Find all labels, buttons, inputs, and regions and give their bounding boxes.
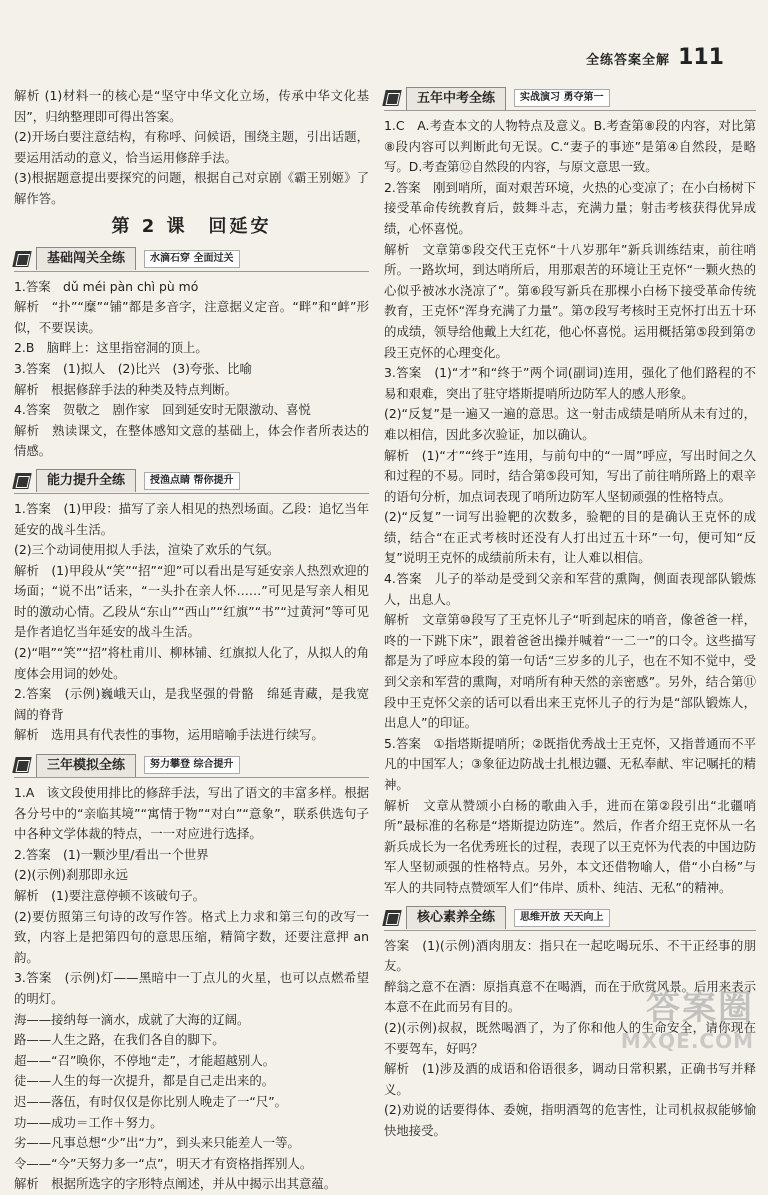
paragraph: (3)根据题意提出要探究的问题，根据自己对京剧《霸王别姬》了解作答。 — [14, 170, 369, 206]
watermark-logo: 答案圈 — [646, 988, 754, 1028]
paragraph: (2)三个动词使用拟人手法，渲染了欢乐的气氛。 — [14, 542, 280, 558]
section-header-mock — [14, 753, 369, 778]
paragraph: 答案 (1)(示例)酒肉朋友：指只在一起吃喝玩乐、不干正经事的朋友。 — [384, 937, 756, 974]
paragraph: 劣——凡事总想“少”出“力”，到头来只能差人一等。 — [14, 1135, 300, 1151]
section-slogan: 努力攀登 综合提升 — [144, 756, 239, 774]
page-number: 111 — [678, 45, 724, 70]
paragraph: 解析 选用具有代表性的事物，运用暗喻手法进行续写。 — [14, 727, 324, 743]
paragraph: 5.答案 ①指塔斯提哨所；②既指优秀战士王克怀，又指普通而不平凡的中国军人；③象征边防战士扎根边疆、无私奉献、牢记嘱托的精神。 — [384, 735, 756, 792]
section-title: 能力提升全练 — [36, 469, 136, 492]
paragraph: 2.答案 (示例)巍峨天山，是我坚强的骨骼 绵延青藏，是我宽阔的脊背 — [14, 686, 369, 722]
section-marker-icon — [382, 910, 401, 926]
section-marker-icon — [382, 90, 401, 106]
paragraph: 路——人生之路，在我们各自的脚下。 — [14, 1032, 225, 1048]
section-title: 五年中考全练 — [406, 87, 506, 110]
paragraph: 2.答案 (1)一颗沙里/看出一个世界 — [14, 846, 209, 862]
paragraph: (2)(示例)叔叔，既然喝酒了，为了你和他人的生命安全，请你现在不要驾车，好吗？ — [384, 1019, 756, 1056]
paragraph: 解析 (1)要注意停顿不该破句子。 — [14, 888, 206, 903]
paragraph: 解析 熟读课文，在整体感知文意的基础上，体会作者所表达的情感。 — [14, 422, 369, 459]
paragraph: (2)(示例)刹那即永远 — [14, 867, 128, 883]
section-marker-icon — [12, 251, 31, 267]
section-title: 核心素养全练 — [406, 906, 506, 929]
section-body-mock — [14, 783, 369, 1195]
paragraph: 3.答案 (示例)灯——黑暗中一丁点儿的火星，也可以点燃希望的明灯。 — [14, 970, 369, 1006]
section-header-core — [384, 906, 756, 931]
paragraph: 解析 (1)涉及酒的成语和俗语很多，调动日常积累，正确书写并释义。 — [384, 1061, 756, 1097]
lesson-title: 第 2 课 回延安 — [111, 215, 272, 237]
paragraph: 解析 (1)甲段从“笑”“招”“迎”可以看出是写延安亲人热烈欢迎的场面；“说不出”话来，“一头扑在亲人怀……”可见是写亲人相见时的激动心情。乙段从“东山”“西山”“红旗”“书”“过黄河”等可见是作者追忆当年延安的战斗生活。 — [14, 562, 369, 640]
paragraph: 1.C A.考查本文的人物特点及意义。B.考查第⑧段的内容，对比第⑧段内容可以判断此句无误。C.“妻子的事迹”是第④自然段，是略写。D.考查第⑫自然段的内容，与原文意思一致。 — [384, 118, 756, 175]
section-slogan: 思维开放 天天向上 — [514, 909, 609, 927]
paragraph: 1.答案 dǔ méi pàn chì pù mó — [14, 278, 199, 294]
section-marker-icon — [12, 757, 31, 773]
section-title: 三年模拟全练 — [36, 754, 136, 777]
paragraph: 解析 文章第⑤段交代王克怀“十八岁那年”新兵训练结束，前往哨所。一路坎坷，到达哨所后，用那艰苦的环境让王克怀“一颗火热的心似乎被冰水浇凉了”。第⑥段写新兵在那棵小白杨下接受革命传统教育，王克怀“浑身充满了力量”。第⑦段写考核时王克怀打出五十环的成绩，领导给他戴上大红花，他心怀喜悦。运用概括第⑤段到第⑦段王克怀的心理变化。 — [384, 241, 756, 360]
paragraph: 迟——落伍，有时仅仅是你比别人晚走了一“尺”。 — [14, 1093, 288, 1109]
paragraph: 2.答案 刚到哨所，面对艰苦环境，火热的心变凉了；在小白杨树下接受革命传统教育后，鼓舞斗志，充满力量；射击考核获得优异成绩，心怀喜悦。 — [384, 179, 756, 236]
paragraph: 1.答案 (1)甲段：描写了亲人相见的热烈场面。乙段：追忆当年延安的战斗生活。 — [14, 500, 369, 537]
paragraph: 1.A 该文段使用排比的修辞手法，写出了语文的丰富多样。根据各分号中的“亲临其境”“寓情于物”“对白”“意象”，联系供选句子中各种文学体裁的特点，一一对应进行选择。 — [14, 785, 369, 842]
paragraph: 2.B 脑畔上：这里指窑洞的顶上。 — [14, 340, 208, 356]
paragraph: 超——“召”唤你，不停地“走”，才能超越别人。 — [14, 1052, 276, 1068]
section-slogan: 授渔点睛 帮你提升 — [144, 472, 239, 490]
paragraph: 徒——人生的每一次提升，都是自己走出来的。 — [14, 1073, 275, 1089]
section-marker-icon — [12, 473, 31, 489]
paragraph: 解析 根据修辞手法的种类及特点判断。 — [14, 381, 238, 397]
paragraph: 功——成功＝工作＋努力。 — [14, 1114, 163, 1130]
paragraph: 解析 (1)材料一的核心是“坚守中华文化立场，传承中华文化基因”，归纳整理即可得出答案。 — [14, 88, 369, 124]
header-title: 全练答案全解 — [586, 53, 671, 68]
paragraph: 海——接纳每一滴水，成就了大海的辽阔。 — [14, 1011, 250, 1027]
paragraph: 解析 文章第⑩段写了王克怀儿子“听到起床的哨音，像爸爸一样，咚的一下跳下床”，跟着爸爸出操并喊着“一二一”的口令。这些描写都是为了呼应本段的第一句话“三岁多的儿子，也在不知不觉中，受到父亲和军营的熏陶，对哨所有种天然的亲密感”。另外，结合第⑪段中王克怀父亲的话可以看出来王克怀儿子的行为是“部队锻炼人，出息人”的印证。 — [384, 612, 756, 731]
paragraph: 令——“今”天努力多一“点”，明天才有资格指挥别人。 — [14, 1155, 313, 1171]
paragraph: 3.答案 (1)拟人 (2)比兴 (3)夸张、比喻 — [14, 360, 252, 376]
top-paragraphs — [14, 86, 369, 210]
watermark-url: MXQE.COM — [620, 1029, 754, 1053]
section-slogan: 水滴石穿 全面过关 — [144, 250, 239, 268]
paragraph: (2)“反复”一词写出验靶的次数多，验靶的目的是确认王克怀的成绩，结合“在正式考核时还没有人打出过五十环”一句，便可知“反复”说明王克怀的成绩前所未有，让人难以相信。 — [384, 509, 756, 566]
left-column — [14, 86, 369, 1195]
section-header-basic — [14, 247, 369, 272]
paragraph: 4.答案 贺敬之 剧作家 回到延安时无限激动、喜悦 — [14, 402, 311, 418]
section-header-ability — [14, 469, 369, 494]
paragraph: (2)开场白要注意结构，有称呼、问候语，围绕主题，引出话题，要运用活动的意义，恰当运用修辞手法。 — [14, 129, 369, 165]
paragraph: (2)“反复”是一遍又一遍的意思。这一射击成绩是哨所从未有过的，难以相信，因此多次验证，加以确认。 — [384, 406, 756, 442]
section-body-basic — [14, 277, 369, 462]
section-body-ability — [14, 499, 369, 746]
page-header — [586, 45, 724, 70]
section-title: 基础闯关全练 — [36, 247, 136, 270]
paragraph: 解析 文章从赞颂小白杨的歌曲入手，进而在第②段引出“北疆哨所”最标准的名称是“塔斯提边防连”。然后，作者介绍王克怀从一名新兵成长为一名优秀班长的过程，表现了以王克怀为代表的中国边防军人坚韧顽强的性格特点。另外，本文还借物喻人，借“小白杨”与军人的共同特点赞颂军人们“伟岸、质朴、纯洁、无私”的精神。 — [384, 797, 756, 895]
section-slogan: 实战演习 勇夺第一 — [514, 89, 609, 107]
paragraph: 醉翁之意不在酒：原指真意不在喝酒，而在于欣赏风景。后用来表示本意不在此而另有目的。 — [384, 978, 756, 1015]
paragraph: (2)要仿照第三句诗的改写作答。格式上力求和第三句的改写一致，内容上是把第四句的意思压缩，精简字数，还要注意押 an 韵。 — [14, 908, 369, 965]
paragraph: 解析 “扑”“糜”“铺”都是多音字，注意据义定音。“畔”和“衅”形似，不要误读。 — [14, 299, 369, 335]
paragraph: (2)“唱”“笑”“招”将杜甫川、柳林铺、红旗拟人化了，从拟人的角度体会用词的妙处。 — [14, 645, 369, 681]
section-body-zhongkao — [384, 116, 756, 899]
paragraph: 解析 根据所选字的字形特点阐述，并从中揭示出其意蕴。 — [14, 1176, 337, 1192]
paragraph: 解析 (1)“才”“终于”连用，与前句中的“一周”呼应，写出时间之久和过程的不易。同时，结合第⑤段可知，写出了前往哨所路上的艰辛的语句分析，加点词表现了哨所边防军人坚韧顽强的性格特点。 — [384, 447, 756, 504]
paragraph: (2)劝说的话要得体、委婉，指明酒驾的危害性，让司机叔叔能够愉快地接受。 — [384, 1102, 756, 1138]
section-header-zhongkao — [384, 86, 756, 111]
watermark — [621, 980, 754, 1053]
paragraph: 3.答案 (1)“才”和“终于”两个词(副词)连用，强化了他们路程的不易和艰难，突出了驻守塔斯提哨所边防军人的感人形象。 — [384, 365, 756, 401]
paragraph: 4.答案 儿子的举动是受到父亲和军营的熏陶，侧面表现部队锻炼人，出息人。 — [384, 571, 756, 607]
